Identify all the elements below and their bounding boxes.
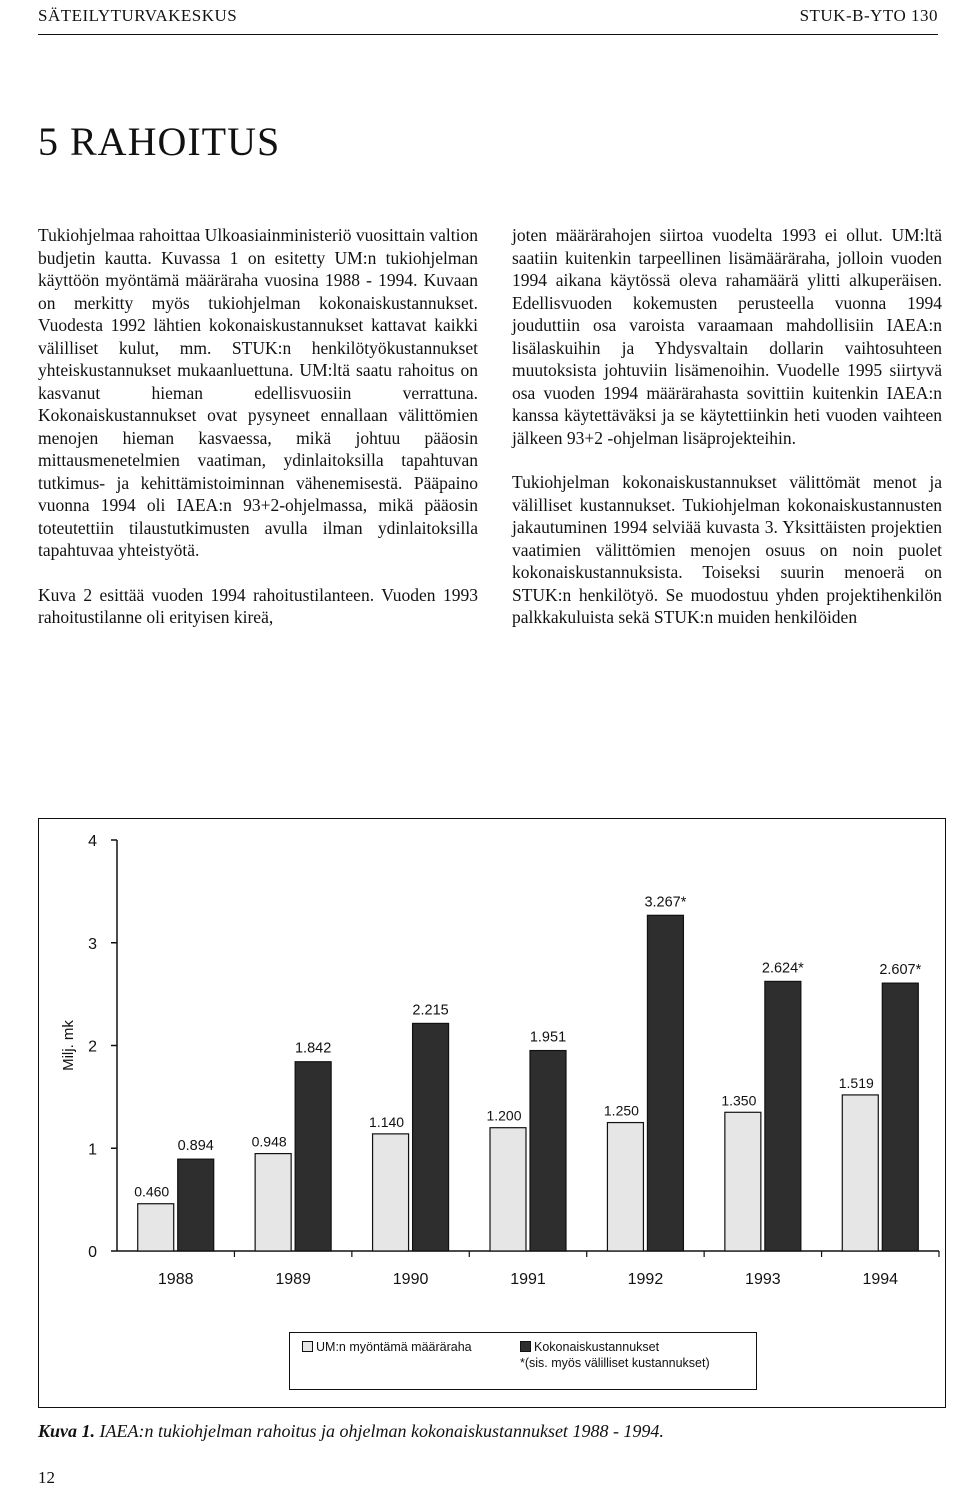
y-tick-label: 0 (88, 1244, 97, 1261)
data-label-um-1994: 1.519 (838, 1074, 874, 1091)
data-label-total-1989: 1.842 (294, 1040, 332, 1057)
right-column (512, 224, 942, 651)
legend-label-b: Kokonaiskustannukset (534, 1340, 660, 1354)
running-header-right: STUK-B-YTO 130 (799, 6, 938, 25)
x-tick-label: 1989 (275, 1271, 311, 1288)
data-label-total-1988: 0.894 (177, 1138, 214, 1155)
caption-text: IAEA:n tukiohjelman rahoitus ja ohjelman kokonaiskustannukset 1988 - 1994. (95, 1421, 664, 1441)
bar-chart (39, 819, 945, 1407)
paragraph: Tukiohjelmaa rahoittaa Ulkoasiainministeriö vuosittain valtion budjetin kautta. Kuvassa 1 on esitetty UM:n tukiohjelman käyttöön myöntämä määräraha vuosina 1988 - 1994. Kuvaan on merkitty myös tukiohjelman kokonaiskustannukset. Vuodesta 1992 lähtien kokonaiskustannukset kattavat kaikki välilliset kulut, mm. STUK:n henkilötyökustannukset yhteiskustannukset mukaanluettuna. UM:ltä saatu rahoitus on kasvanut hieman edellisvuosiin verrattuna. Kokonaiskustannukset ovat pysyneet ennallaan välittömien menojen hieman kasvaessa, mikä johtuu pääosin mittausmenetelmien vaatiman, ydinlaitoksilla tapahtuvan tutkimus- ja kehittämistoiminnan vähenemisestä. Pääpaino vuonna 1994 oli IAEA:n 93+2-ohjelmassa, mikä pääosin toteutettiin tilaustutkimusten avulla ilman ydinlaitoksilla tapahtuvaa yhteistyötä. (38, 225, 478, 560)
x-tick-label: 1988 (157, 1271, 194, 1288)
data-label-um-1990: 1.140 (369, 1113, 405, 1130)
header-rule (38, 34, 938, 35)
bar-total-1988 (178, 1159, 214, 1251)
bar-um-1993 (725, 1112, 761, 1251)
data-label-um-1988: 0.460 (134, 1183, 170, 1200)
figure-1-chart (38, 818, 946, 1408)
caption-label: Kuva 1. (38, 1421, 96, 1441)
bar-total-1992 (647, 915, 683, 1251)
bar-um-1990 (373, 1134, 409, 1251)
legend-note: *(sis. myös välilliset kustannukset) (520, 1356, 710, 1370)
data-label-total-1992: 3.267* (644, 894, 687, 911)
y-tick-label: 1 (88, 1141, 97, 1159)
paragraph: Tukiohjelman kokonaiskustannukset välittömät menot ja välilliset kustannukset. Tukiohjelman kokonaiskustannusten jakautuminen 1994 selviää kuvasta 3. Yksittäisten projektien vaatimien välittömien menojen osuus on noin puolet kokonaiskustannuksista. Toiseksi suurin menoerä on STUK:n henkilötyö. Se muodostuu yhden projektihenkilön palkkakuluista sekä STUK:n muiden henkilöiden (512, 472, 942, 627)
data-label-um-1989: 0.948 (251, 1133, 287, 1150)
data-label-total-1994: 2.607* (879, 962, 922, 979)
x-tick-label: 1992 (627, 1271, 664, 1288)
y-tick-label: 3 (88, 935, 97, 953)
page-number: 12 (38, 1468, 55, 1487)
y-tick-label: 2 (88, 1038, 97, 1056)
bar-total-1991 (530, 1051, 566, 1251)
section-title: 5 RAHOITUS (38, 119, 281, 164)
legend-item-series-b (520, 1339, 710, 1371)
bar-total-1994 (882, 983, 918, 1251)
data-label-total-1991: 1.951 (529, 1029, 567, 1046)
bar-total-1989 (295, 1062, 331, 1251)
x-tick-label: 1991 (510, 1271, 546, 1288)
chart-legend (289, 1332, 757, 1390)
x-tick-label: 1990 (392, 1271, 429, 1288)
x-tick-label: 1994 (862, 1271, 899, 1288)
data-label-um-1991: 1.200 (486, 1107, 522, 1124)
bar-um-1994 (842, 1095, 878, 1251)
x-tick-label: 1993 (745, 1271, 781, 1288)
running-header-left: SÄTEILYTURVAKESKUS (38, 6, 238, 25)
y-axis-title: Milj. mk (60, 1020, 77, 1071)
legend-swatch-dark (520, 1341, 531, 1352)
bar-um-1989 (255, 1154, 291, 1251)
bar-um-1992 (607, 1123, 643, 1251)
bar-um-1988 (138, 1204, 174, 1251)
left-column (38, 224, 478, 651)
figure-caption (38, 1421, 664, 1442)
paragraph: Kuva 2 esittää vuoden 1994 rahoitustilanteen. Vuoden 1993 rahoitustilanne oli erityisen kireä, (38, 584, 478, 627)
y-tick-label: 4 (88, 833, 97, 850)
legend-item-series-a (302, 1339, 472, 1355)
bar-um-1991 (490, 1128, 526, 1251)
data-label-um-1992: 1.250 (603, 1102, 639, 1119)
bar-total-1990 (413, 1023, 449, 1251)
legend-swatch-light (302, 1341, 313, 1352)
paragraph: joten määrärahojen siirtoa vuodelta 1993 ei ollut. UM:ltä saatiin kuitenkin tarpeellinen lisämääräraha, jolloin vuoden 1994 aikana käytössä oleva rahamäärä ylitti alkuperäisen. Edellisvuoden kokemusten perusteella vuonna 1994 jouduttiin osa varoista varaamaan mahdollisiin IAEA:n lisälaskuihin ja Yhdysvaltain dollarin vaihtosuhteen muutoksista johtuviin lisämenoihin. Vuodelle 1995 siirtyvä osa vuoden 1994 määrärahasta sovittiin kuitenkin IAEA:n kanssa käytettäväksi ja se käytettiinkin heti vuoden vaihteen jälkeen 93+2 -ohjelman lisäprojekteihin. (512, 225, 942, 448)
data-label-total-1993: 2.624* (761, 960, 804, 977)
data-label-total-1990: 2.215 (412, 1002, 449, 1019)
bar-total-1993 (765, 981, 801, 1251)
data-label-um-1993: 1.350 (721, 1092, 757, 1109)
legend-label-a: UM:n myöntämä määräraha (316, 1340, 472, 1354)
